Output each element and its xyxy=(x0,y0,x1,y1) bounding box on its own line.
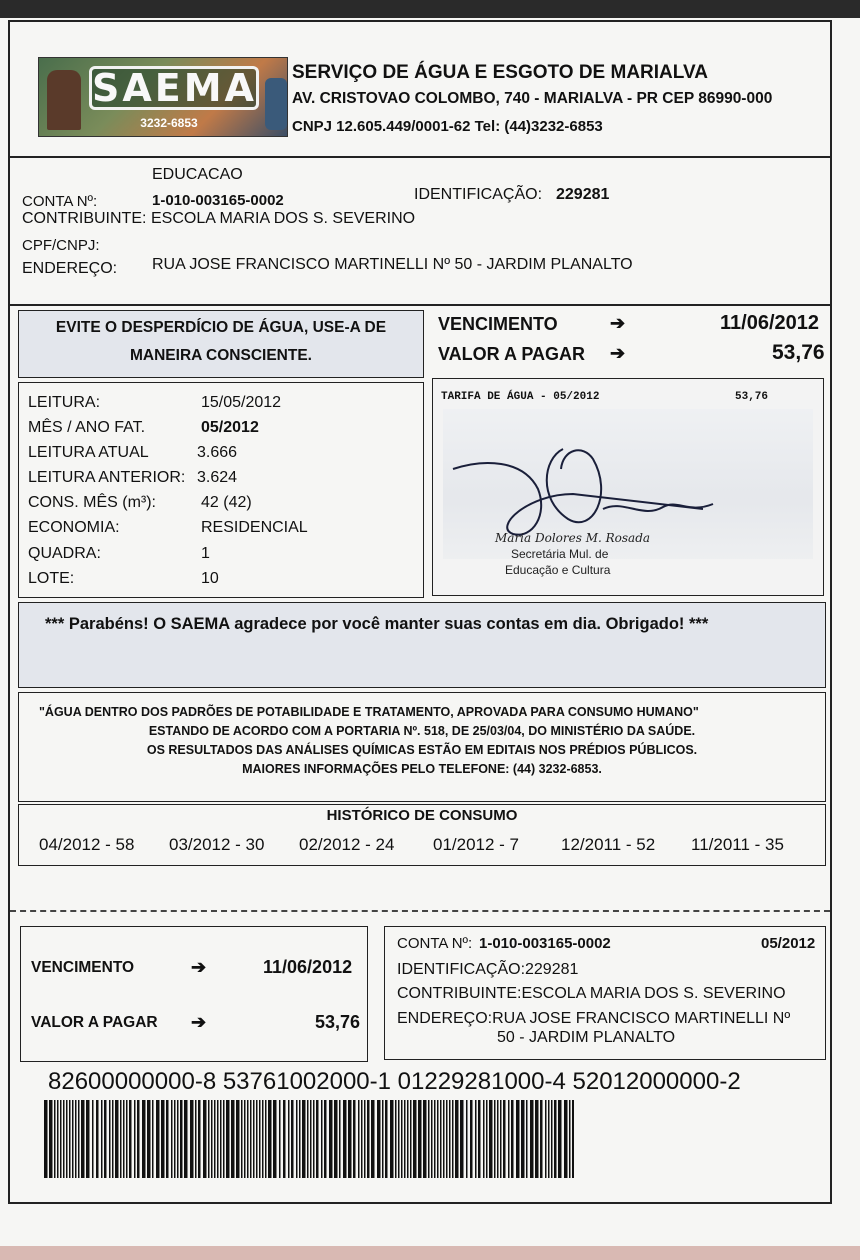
quality-line2: ESTANDO DE ACORDO COM A PORTARIA Nº. 518, DE 25/03/04, DO MINISTÉRIO DA SAÚDE. xyxy=(148,724,696,738)
barcode-digits: 82600000000-8 53761002000-1 01229281000-4 52012000000-2 xyxy=(48,1068,741,1095)
tariff-panel xyxy=(432,378,824,596)
category: EDUCACAO xyxy=(152,166,243,183)
tariff-value: 53,76 xyxy=(735,391,769,403)
quality-line3: OS RESULTADOS DAS ANÁLISES QUÍMICAS ESTÃO EM EDITAIS NOS PRÉDIOS PÚBLICOS. xyxy=(146,743,698,757)
notice-line2: MANEIRA CONSCIENTE. xyxy=(130,347,312,364)
cons-value: 42 (42) xyxy=(201,494,252,511)
due-label: VENCIMENTO xyxy=(438,314,558,334)
contribuinte-label: CONTRIBUINTE: xyxy=(22,210,147,227)
economia-label: ECONOMIA: xyxy=(28,519,120,536)
ident-label: IDENTIFICAÇÃO: xyxy=(414,186,543,203)
quadra-label: QUADRA: xyxy=(28,545,101,562)
tariff-label: TARIFA DE ÁGUA - 05/2012 xyxy=(441,391,600,403)
stamp-dept: Educação e Cultura xyxy=(505,563,611,577)
arrow-icon: ➔ xyxy=(610,343,626,363)
arrow-icon: ➔ xyxy=(191,1012,207,1032)
endereco-value: RUA JOSE FRANCISCO MARTINELLI Nº 50 - JARDIM PLANALTO xyxy=(152,256,633,273)
thank-you-text: *** Parabéns! O SAEMA agradece por você manter suas contas em dia. Obrigado! *** xyxy=(45,615,709,633)
company-cnpj: CNPJ 12.605.449/0001-62 Tel: (44)3232-6853 xyxy=(292,118,603,135)
atual-label: LEITURA ATUAL xyxy=(28,444,149,461)
stub-endereco-cont: 50 - JARDIM PLANALTO xyxy=(497,1029,676,1046)
logo-figure-left xyxy=(47,70,81,130)
tear-line xyxy=(10,910,830,912)
lote-label: LOTE: xyxy=(28,570,75,587)
history-item: 12/2011 - 52 xyxy=(561,835,656,854)
logo-wordmark: SAEMA xyxy=(89,66,259,110)
lote-value: 10 xyxy=(201,570,219,587)
atual-value: 3.666 xyxy=(197,444,238,461)
history-item: 01/2012 - 7 xyxy=(433,835,520,854)
history-item: 11/2011 - 35 xyxy=(691,835,784,854)
cpf-label: CPF/CNPJ: xyxy=(22,237,100,254)
mes-label: MÊS / ANO FAT. xyxy=(28,419,146,436)
stub-amount-label: VALOR A PAGAR xyxy=(31,1014,158,1031)
arrow-icon: ➔ xyxy=(191,957,207,977)
stub-due-label: VENCIMENTO xyxy=(31,959,135,976)
endereco-label: ENDEREÇO: xyxy=(22,260,118,277)
stub-contribuinte: CONTRIBUINTE:ESCOLA MARIA DOS S. SEVERINO xyxy=(397,985,786,1002)
conservation-notice xyxy=(18,310,424,378)
stub-period: 05/2012 xyxy=(761,935,816,952)
leitura-label: LEITURA: xyxy=(28,394,101,411)
stub-amount-value: 53,76 xyxy=(315,1012,361,1032)
stub-account-panel xyxy=(384,926,826,1060)
stub-endereco: ENDEREÇO:RUA JOSE FRANCISCO MARTINELLI Nº xyxy=(397,1010,791,1027)
company-name: SERVIÇO DE ÁGUA E ESGOTO DE MARIALVA xyxy=(292,62,708,83)
stamp-title: Secretária Mul. de xyxy=(511,547,609,561)
anterior-label: LEITURA ANTERIOR: xyxy=(28,469,186,486)
notice-line1: EVITE O DESPERDÍCIO DE ÁGUA, USE-A DE xyxy=(55,319,387,336)
thank-you-banner xyxy=(18,602,826,688)
conta-label: CONTA Nº: xyxy=(22,193,98,210)
history-item: 03/2012 - 30 xyxy=(169,835,265,854)
history-item: 02/2012 - 24 xyxy=(299,835,395,854)
ident-value: 229281 xyxy=(556,186,610,203)
economia-value: RESIDENCIAL xyxy=(201,519,308,536)
stub-due-panel xyxy=(20,926,368,1062)
history-title: HISTÓRICO DE CONSUMO xyxy=(326,807,518,824)
scan-top-edge xyxy=(0,0,860,18)
barcode xyxy=(44,1100,574,1178)
history-item: 04/2012 - 58 xyxy=(39,835,135,854)
contribuinte-value: ESCOLA MARIA DOS S. SEVERINO xyxy=(151,210,416,227)
divider xyxy=(10,156,830,158)
cons-label: CONS. MÊS (m³): xyxy=(28,494,156,511)
stub-ident: IDENTIFICAÇÃO:229281 xyxy=(397,961,579,978)
water-quality-notice xyxy=(18,692,826,802)
mes-value: 05/2012 xyxy=(201,419,259,436)
arrow-icon: ➔ xyxy=(610,313,626,333)
amount-label: VALOR A PAGAR xyxy=(438,344,585,364)
stub-conta-value: 1-010-003165-0002 xyxy=(479,935,611,952)
leitura-value: 15/05/2012 xyxy=(201,394,282,411)
logo-figure-right xyxy=(265,78,287,130)
quality-line4: MAIORES INFORMAÇÕES PELO TELEFONE: (44) 3232-6853. xyxy=(242,762,602,776)
reading-panel xyxy=(18,382,424,598)
company-address: AV. CRISTOVAO COLOMBO, 740 - MARIALVA - PR CEP 86990-000 xyxy=(292,90,773,107)
logo-phone: 3232-6853 xyxy=(140,116,198,130)
saema-logo xyxy=(38,57,288,137)
conta-value: 1-010-003165-0002 xyxy=(152,192,284,209)
anterior-value: 3.624 xyxy=(197,469,238,486)
due-value: 11/06/2012 xyxy=(720,312,819,334)
amount-value: 53,76 xyxy=(772,341,825,364)
stub-due-value: 11/06/2012 xyxy=(263,957,353,977)
quadra-value: 1 xyxy=(201,545,210,562)
quality-line1: "ÁGUA DENTRO DOS PADRÕES DE POTABILIDADE E TRATAMENTO, APROVADA PARA CONSUMO HUMANO" xyxy=(39,705,699,719)
stub-conta-label: CONTA Nº: xyxy=(397,935,473,952)
divider xyxy=(10,304,830,306)
consumption-history xyxy=(18,804,826,866)
stamp-name: Maria Dolores M. Rosada xyxy=(495,531,651,545)
